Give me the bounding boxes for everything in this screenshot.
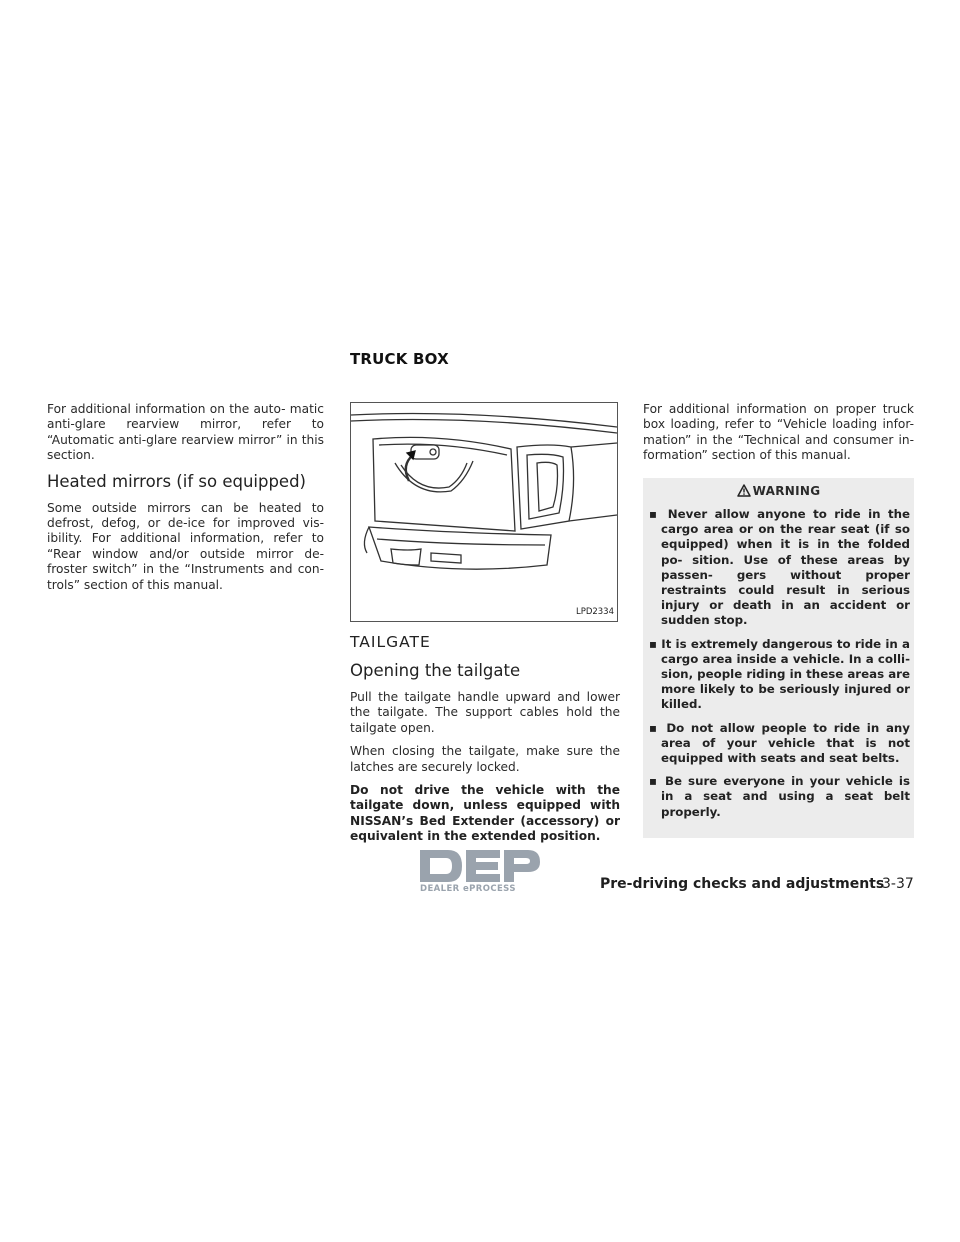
warning-item: ▪ Never allow anyone to ride in the cargo area or on the rear seat (if so equipped) when it is in the folded po- sition. Use of these areas by passen- gers without proper restraints could result in serious injury or death in an accident or sudden stop. [649, 507, 910, 628]
warning-item: ▪ Be sure everyone in your vehicle is in a seat and using a seat belt properly. [649, 774, 910, 819]
warning-list [647, 507, 910, 820]
column-2 [350, 402, 620, 853]
dealer-eprocess-logo [418, 846, 544, 900]
column-1 [47, 402, 324, 601]
heading-heated-mirrors: Heated mirrors (if so equipped) [47, 471, 306, 491]
logo-subtext: DEALER ePROCESS [420, 884, 516, 894]
paragraph-close-tailgate: When closing the tailgate, make sure the latches are securely locked. [350, 744, 620, 774]
heading-tailgate: TAILGATE [350, 633, 431, 651]
heading-opening-tailgate: Opening the tailgate [350, 661, 521, 680]
figure-code: LPD2334 [575, 606, 614, 617]
section-heading: TRUCK BOX [350, 350, 449, 368]
warning-item: ▪ It is extremely dangerous to ride in a cargo area inside a vehicle. In a colli- sion, people riding in these areas are more likely to be seriously injured or killed. [649, 636, 910, 712]
paragraph-open-tailgate: Pull the tailgate handle upward and lower the tailgate. The support cables hold the tailgate open. [350, 690, 620, 735]
warning-title [647, 484, 910, 499]
column-3 [643, 402, 914, 838]
tailgate-illustration [350, 402, 618, 622]
tailgate-drawing [351, 403, 617, 621]
warning-triangle-icon [737, 484, 751, 497]
warning-item: ▪ Do not allow people to ride in any area of your vehicle that is not equipped with seats and seat belts. [649, 720, 910, 766]
footer-chapter-title: Pre-driving checks and adjustments [600, 876, 885, 892]
paragraph-mirror-ref: For additional information on the auto- matic anti-glare rearview mirror, refer to “Automatic anti-glare rearview mirror” in this section. [47, 402, 324, 463]
paragraph-tailgate-caution: Do not drive the vehicle with the tailgate down, unless equipped with NISSAN’s Bed Extender (accessory) or equivalent in the extended position. [350, 783, 620, 844]
warning-box [643, 478, 914, 838]
paragraph-heated-mirrors: Some outside mirrors can be heated to defrost, defog, or de-ice for improved vis- ibility. For additional information, refer to “Rear window and/or outside mirror de- froster switch” in the “Instruments and con- trols” section of this manual. [47, 500, 324, 592]
paragraph-loading-ref: For additional information on proper truck box loading, refer to “Vehicle loading infor- mation” in the “Technical and consumer in- formation” section of this manual. [643, 402, 914, 463]
page-number: 3-37 [882, 876, 914, 892]
warning-label: WARNING [752, 483, 821, 498]
